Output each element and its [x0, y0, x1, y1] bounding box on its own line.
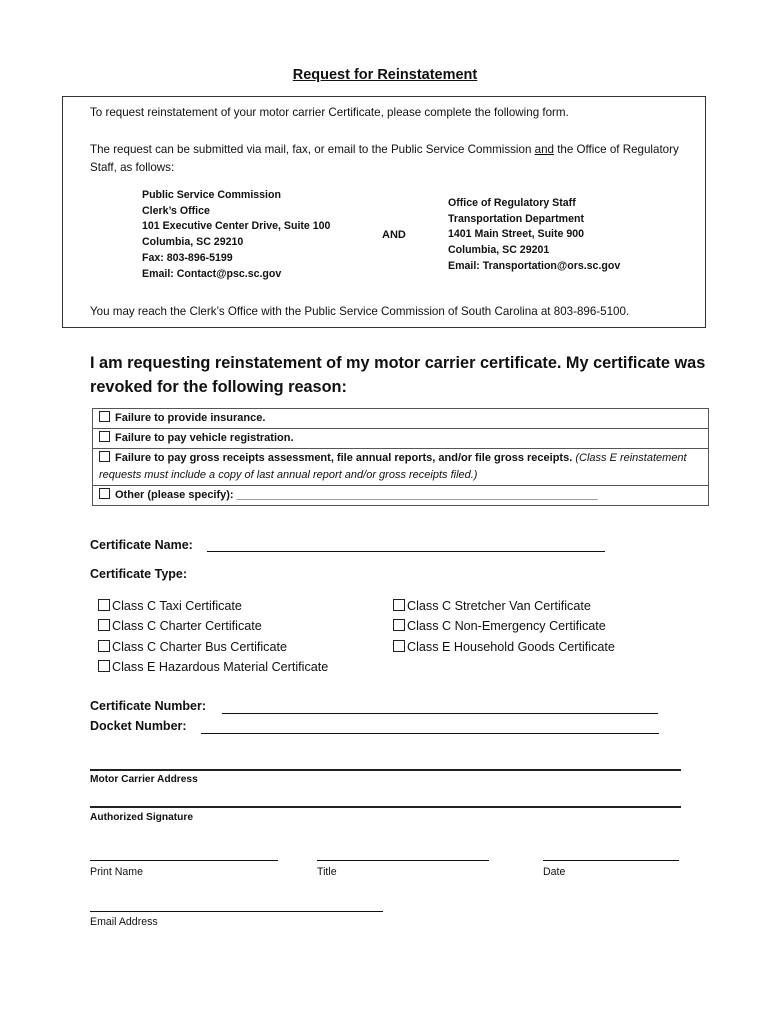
date-label: Date [543, 866, 566, 878]
docket-number-input[interactable] [201, 733, 659, 734]
reason-registration-checkbox[interactable] [99, 431, 110, 442]
certificate-type-checkbox[interactable] [98, 660, 110, 672]
reason-other-field[interactable]: Other (please specify): ___________________________________________________________ [115, 489, 598, 501]
certificate-type-checkbox[interactable] [98, 599, 110, 611]
certificate-name-input[interactable] [207, 551, 605, 552]
print-name-input[interactable] [90, 860, 278, 861]
certificate-type-option[interactable]: Class E Household Goods Certificate [393, 637, 615, 657]
reason-gross-receipts-checkbox[interactable] [99, 451, 110, 462]
certificate-type-option[interactable]: Class C Stretcher Van Certificate [393, 596, 615, 616]
and-label: AND [382, 229, 406, 241]
certificate-type-checkbox[interactable] [98, 640, 110, 652]
certificate-type-option[interactable]: Class C Taxi Certificate [98, 596, 328, 616]
print-name-label: Print Name [90, 866, 143, 878]
date-input[interactable] [543, 860, 679, 861]
ors-address-line: Columbia, SC 29201 [448, 244, 550, 257]
ors-address-line: 1401 Main Street, Suite 900 [448, 228, 585, 241]
psc-email: Email: Contact@psc.sc.gov [142, 267, 282, 280]
reason-registration-label: Failure to pay vehicle registration. [115, 432, 294, 444]
ors-address-block [448, 196, 620, 275]
title-label: Title [317, 866, 337, 878]
docket-number-label: Docket Number: [90, 719, 187, 733]
reason-gross-receipts-note: (Class E reinstatement requests must include a copy of last annual report and/or gross receipts filed.) [99, 452, 687, 481]
email-address-input[interactable] [90, 911, 383, 912]
psc-address-line: Clerk’s Office [142, 204, 210, 217]
authorized-signature-label: Authorized Signature [90, 812, 194, 823]
title-input[interactable] [317, 860, 489, 861]
revocation-reason-table [92, 408, 709, 506]
email-address-label: Email Address [90, 916, 158, 928]
certificate-type-options-right [393, 596, 615, 657]
certificate-name-label: Certificate Name: [90, 538, 193, 552]
authorized-signature-line[interactable] [90, 806, 681, 808]
reason-row [93, 409, 709, 429]
certificate-type-option[interactable]: Class E Hazardous Material Certificate [98, 657, 328, 677]
reason-other-checkbox[interactable] [99, 488, 110, 499]
reason-insurance-checkbox[interactable] [99, 411, 110, 422]
request-heading: I am requesting reinstatement of my motor carrier certificate. My certificate was revoked for the following reason: [90, 354, 706, 396]
motor-carrier-address-label: Motor Carrier Address [90, 774, 198, 785]
certificate-type-checkbox[interactable] [98, 619, 110, 631]
submission-instructions [90, 141, 694, 177]
certificate-type-checkbox[interactable] [393, 640, 405, 652]
ors-address-line: Transportation Department [448, 212, 584, 225]
ors-email: Email: Transportation@ors.sc.gov [448, 259, 621, 272]
certificate-type-checkbox[interactable] [393, 619, 405, 631]
certificate-type-option[interactable]: Class C Charter Certificate [98, 616, 328, 636]
certificate-type-options-left [98, 596, 328, 677]
clerk-contact-note: You may reach the Clerk’s Office with the Public Service Commission of South Carolina at 803-896-5100. [90, 305, 630, 318]
reason-insurance-label: Failure to provide insurance. [115, 412, 266, 424]
reason-row [93, 429, 709, 449]
intro-text: To request reinstatement of your motor carrier Certificate, please complete the following form. [90, 106, 569, 119]
certificate-number-label: Certificate Number: [90, 699, 206, 713]
psc-fax: Fax: 803-896-5199 [142, 251, 233, 264]
submission-text-part1: The request can be submitted via mail, fax, or email to the Public Service Commission [90, 143, 535, 156]
psc-address-line: 101 Executive Center Drive, Suite 100 [142, 220, 331, 233]
motor-carrier-address-line[interactable] [90, 769, 681, 771]
psc-address-line: Columbia, SC 29210 [142, 236, 244, 249]
ors-address-line: Office of Regulatory Staff [448, 197, 576, 209]
reason-gross-receipts-label: Failure to pay gross receipts assessment, file annual reports, and/or file gross receipts. [115, 452, 573, 464]
submission-text-part2: the Office of Regulatory Staff, as follows: [90, 143, 679, 174]
certificate-type-option[interactable]: Class C Non-Emergency Certificate [393, 616, 615, 636]
certificate-type-checkbox[interactable] [393, 599, 405, 611]
reason-row [93, 486, 709, 506]
page-title: Request for Reinstatement [292, 67, 478, 83]
certificate-type-option[interactable]: Class C Charter Bus Certificate [98, 637, 328, 657]
submission-and-underlined: and [534, 143, 554, 156]
psc-address-block [142, 188, 330, 282]
reason-row [93, 449, 709, 486]
psc-address-line: Public Service Commission [142, 189, 281, 201]
certificate-type-label: Certificate Type: [90, 567, 188, 581]
certificate-number-input[interactable] [222, 713, 658, 714]
